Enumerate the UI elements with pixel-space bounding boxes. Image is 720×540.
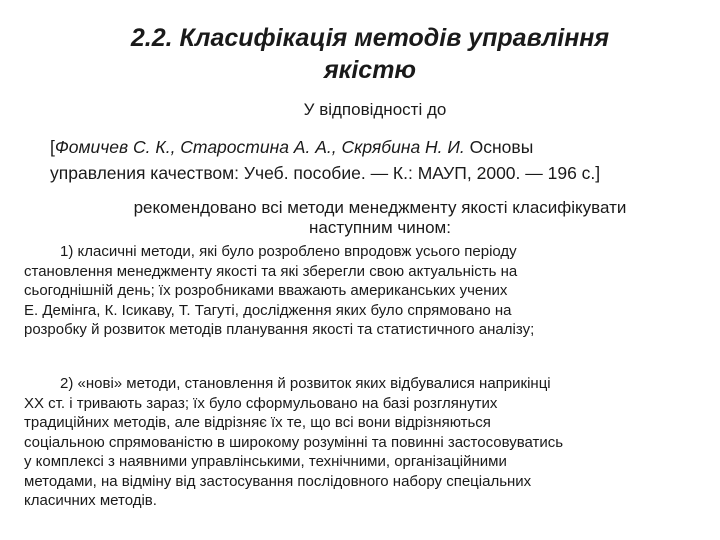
- paragraph-new-methods: [24, 374, 664, 511]
- reference-line-2: управления качеством: Учеб. пособие. — К.: МАУП, 2000. — 196 с.]: [50, 163, 601, 183]
- paragraph-line: становлення менеджменту якості та які зберегли свою актуальність на: [24, 262, 518, 280]
- title-line-2: якістю: [323, 56, 417, 84]
- paragraph-line: 2) «нові» методи, становлення й розвиток яких відбувалися наприкінці: [60, 375, 551, 392]
- paragraph-line: у комплексі з наявними управлінськими, технічними, організаційними: [24, 453, 507, 470]
- recommendation-line-2: наступним чином:: [309, 218, 451, 237]
- paragraph-line: Е. Демінга, К. Ісикаву, Т. Тагуті, дослідження яких було спрямовано на: [24, 301, 512, 319]
- reference-authors: Фомичев С. К., Старостина А. А., Скрябина Н. И.: [54, 137, 465, 157]
- paragraph-line: розробку й розвиток методів планування якості та статистичного аналізу;: [24, 321, 535, 338]
- paragraph-line: 1) класичні методи, які було розроблено впродовж усього періоду: [60, 243, 517, 260]
- paragraph-classic-methods: [24, 242, 664, 340]
- recommendation-text: [70, 198, 690, 238]
- recommendation-line-1: рекомендовано всі методи менеджменту якості класифікувати: [133, 198, 627, 217]
- paragraph-line: сьогоднішній день; їх розробниками вважають американських учених: [24, 282, 508, 299]
- reference-citation: [50, 134, 710, 186]
- intro-text: У відповідності до: [303, 100, 447, 119]
- reference-open-bracket: [: [50, 137, 55, 157]
- slide-title: [60, 22, 680, 86]
- reference-title-part: Основы: [464, 137, 534, 157]
- paragraph-line: традиційних методів, але відрізняє їх те, що всі вони відрізняються: [24, 414, 491, 431]
- paragraph-line: соціальною спрямованістю в широкому розумінні та повинні застосовуватись: [24, 433, 564, 451]
- paragraph-line: XX ст. і тривають зараз; їх було сформульовано на базі розглянутих: [24, 394, 498, 412]
- paragraph-line: методами, на відміну від застосування послідовного набору спеціальних: [24, 472, 532, 490]
- paragraph-line: класичних методів.: [24, 492, 157, 509]
- title-line-1: 2.2. Класифікація методів управління: [130, 24, 610, 52]
